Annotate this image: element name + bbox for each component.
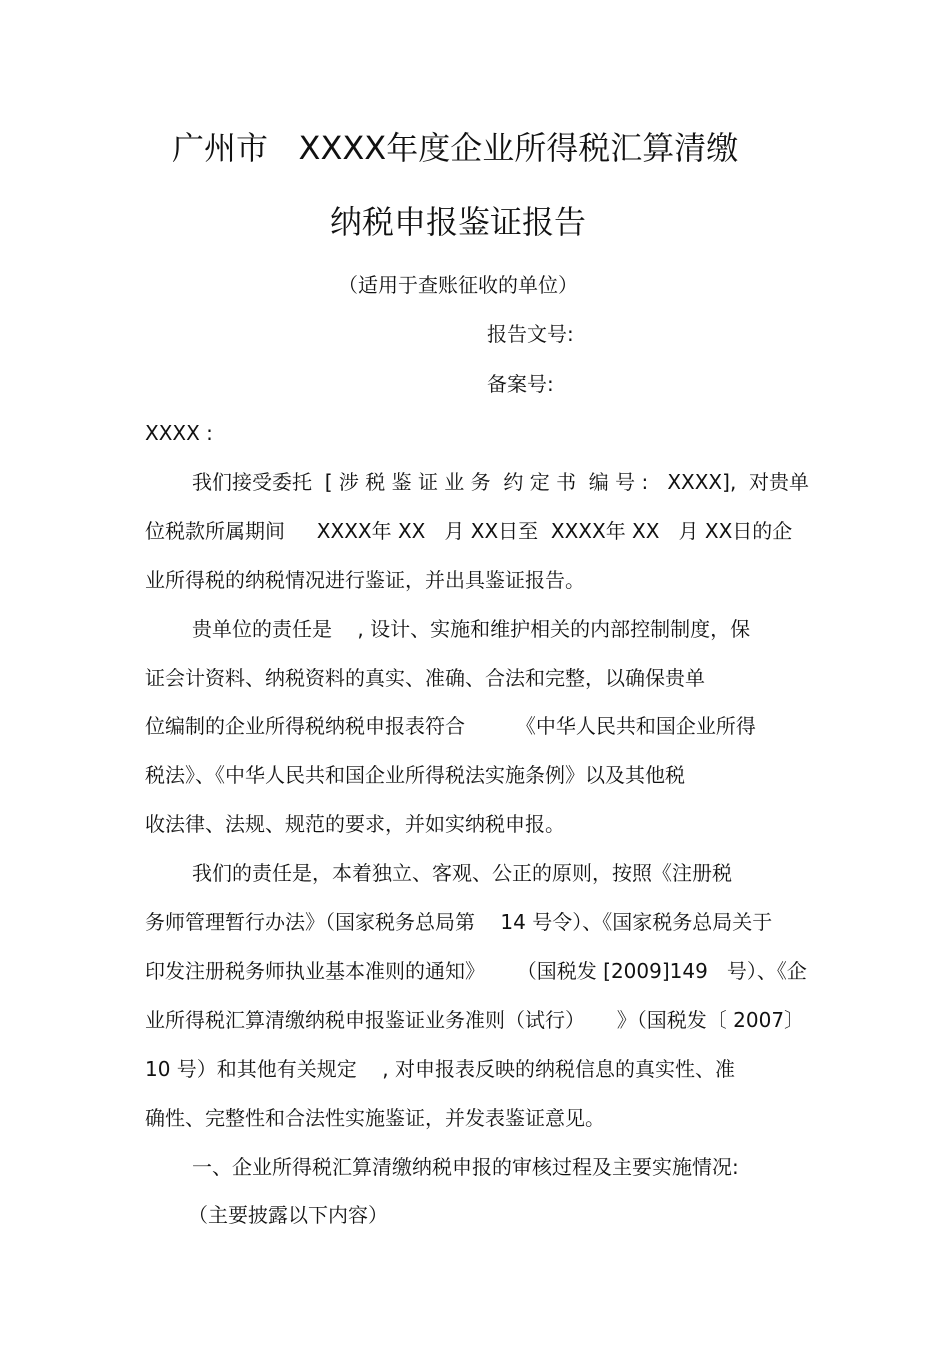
salutation: XXXX : [145,421,213,445]
body-line: 业所得税的纳税情况进行鉴证，并出具鉴证报告。 [145,568,585,592]
body-line: 务师管理暂行办法》（国家税务总局第 14 号令）、《国家税务总局关于 [145,910,773,934]
body-line: 收法律、法规、规范的要求，并如实纳税申报。 [145,812,565,836]
body-line: 位税款所属期间 XXXX年 XX 月 XX日至 XXXX年 XX 月 XX日的企 [145,519,793,543]
section-heading: 一、企业所得税汇算清缴纳税申报的审核过程及主要实施情况: [192,1155,739,1179]
body-line: 我们接受委托 [ 涉 税 鉴 证 业 务 约 定 书 编 号 : XXXX], 对贵单 [192,470,810,494]
body-line: 位编制的企业所得税纳税申报表符合 《中华人民共和国企业所得 [145,714,756,738]
report-number-label: 报告文号: [487,322,574,346]
body-line: 贵单位的责任是 , 设计、实施和维护相关的内部控制制度，保 [192,617,751,641]
body-line: 证会计资料、纳税资料的真实、准确、合法和完整，以确保贵单 [145,666,705,690]
section-note: （主要披露以下内容） [188,1203,388,1227]
body-line: 我们的责任是，本着独立、客观、公正的原则，按照《注册税 [192,861,732,885]
subtitle: （适用于查账征收的单位） [338,273,578,297]
body-line: 确性、完整性和合法性实施鉴证，并发表鉴证意见。 [145,1106,605,1130]
filing-number-label: 备案号: [487,372,554,396]
title-line-2: 纳税申报鉴证报告 [330,203,587,241]
title-line-1: 广州市 XXXX年度企业所得税汇算清缴 [172,129,739,167]
body-line: 10 号）和其他有关规定 , 对申报表反映的纳税信息的真实性、准 [145,1057,735,1081]
body-line: 业所得税汇算清缴纳税申报鉴证业务准则（试行） 》（国税发〔 2007〕 [145,1008,805,1032]
body-line: 印发注册税务师执业基本准则的通知》 （国税发 [2009]149 号）、《企 [145,959,807,983]
body-line: 税法》、《中华人民共和国企业所得税法实施条例》以及其他税 [145,763,685,787]
